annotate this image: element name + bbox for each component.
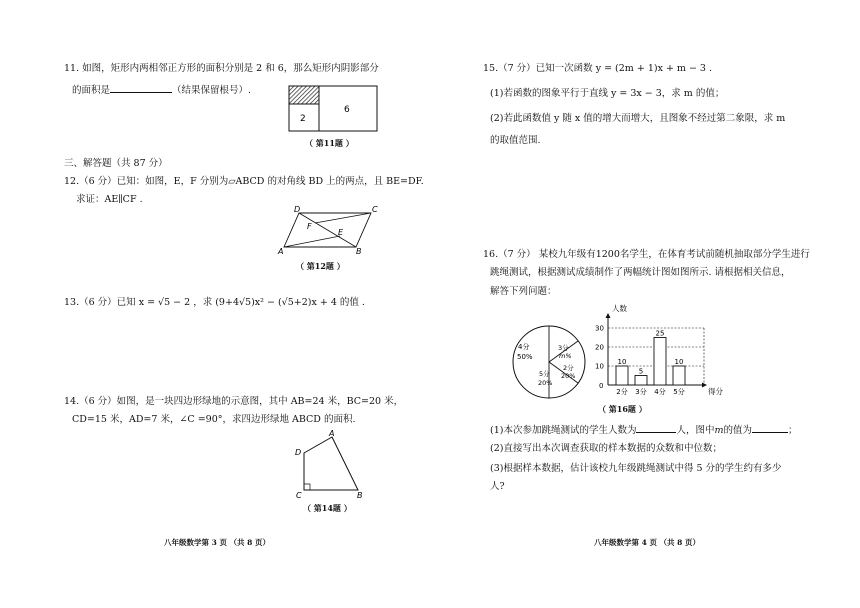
q14-quadrilateral: [304, 437, 358, 490]
q12-label-b: B: [356, 247, 362, 255]
q14-line2: CD=15 米，AD=7 米，∠C =90°，求四边形绿地 ABCD 的面积.: [72, 414, 356, 425]
q16-sub3-b: 人?: [490, 481, 505, 492]
bar-category-label-3分: 3分: [635, 388, 647, 396]
q11-label-big: 6: [344, 105, 350, 115]
q16-count-blank[interactable]: [636, 422, 676, 433]
q15-line3: (2)若此函数值 y 随 x 值的增大而增大，且图象不经过第二象限，求 m: [490, 113, 786, 124]
q14-caption: （ 第14题 ）: [303, 503, 352, 513]
q14-line1: 14.（6 分）如图，是一块四边形绿地的示意图，其中 AB=24 米，BC=20 米，: [64, 396, 404, 407]
q16-sub1: [490, 422, 798, 437]
q12-line1: 12.（6 分）已知：如图，E，F 分别为▱ABCD 的对角线 BD 上的两点，且 BE=DF.: [64, 176, 424, 187]
q12-label-f: F: [307, 222, 312, 231]
bar-chart-ytick-10: 10: [595, 362, 604, 371]
q16-pie-chart: [510, 323, 588, 401]
bar-chart-x-arrow: [702, 383, 707, 388]
q16-sub1-a: (1)本次参加跳绳测试的学生人数为: [490, 425, 637, 436]
q11-text-b: （结果保留根号）.: [172, 85, 252, 96]
q11-line2: [72, 82, 251, 97]
pie-slice-4-value: 50%: [517, 353, 533, 361]
q14-label-c: C: [296, 491, 302, 500]
bar-value-label-4分: 25: [655, 329, 665, 338]
q16-sub1-m: m: [714, 425, 724, 436]
q16-sub1-b: 人，图中: [676, 425, 715, 436]
bar-value-label-2分: 10: [617, 358, 627, 366]
q13-text: 13.（6 分）已知 x = √5 − 2 ，求 (9+4√5)x² − (√5+2)x + 4 的值 .: [64, 297, 365, 308]
q15-line4: 的取值范围.: [490, 135, 541, 146]
q16-m-blank[interactable]: [752, 422, 788, 433]
footer-left: 八年级数学第 3 页 （共 8 页）: [164, 538, 270, 547]
q16-sub3-a: (3)根据样本数据，估计该校九年级跳绳测试中得 5 分的学生约有多少: [490, 463, 782, 474]
q11-label-small: 2: [300, 114, 306, 124]
q14-figure: [292, 428, 368, 500]
bar-chart-ytick-20: 20: [595, 343, 604, 352]
q15-line2: (1)若函数的图象平行于直线 y = 3x − 3，求 m 的值；: [490, 88, 725, 99]
q12-label-d: D: [294, 205, 301, 214]
pie-slice-3-label: 3分: [558, 344, 569, 352]
bar-chart-xlabel: 得分: [708, 387, 723, 396]
q12-label-c: C: [372, 205, 378, 214]
q11-shaded-region: [289, 86, 319, 104]
q11-line1: 11. 如图，矩形内两相邻正方形的面积分别是 2 和 6，那么矩形内阴影部分: [64, 63, 379, 74]
bar-category-label-4分: 4分: [654, 388, 666, 396]
q16-sub1-c: 的值为: [723, 425, 753, 436]
q15-line1: 15.（7 分）已知一次函数 y = (2m + 1)x + m − 3 .: [483, 63, 713, 74]
q12-caption: （ 第12题 ）: [296, 261, 345, 271]
q12-figure: [276, 205, 384, 255]
pie-slice-3-value: m%: [559, 352, 572, 360]
q11-answer-blank[interactable]: [110, 82, 172, 93]
bar-category-label-5分: 5分: [673, 388, 685, 396]
bar-4分: [654, 338, 666, 386]
q12-label-e: E: [338, 228, 344, 237]
q14-label-a: A: [329, 429, 335, 438]
bar-category-label-2分: 2分: [616, 388, 628, 396]
q14-label-d: D: [295, 448, 302, 457]
footer-right: 八年级数学第 4 页 （共 8 页）: [594, 538, 700, 547]
pie-slice-5-label: 5分: [539, 370, 550, 378]
section-3-heading: 三、解答题（共 87 分）: [64, 158, 168, 169]
q16-bar-chart: [590, 300, 725, 400]
bar-2分: [616, 366, 628, 385]
pie-slice-4-label: 4分: [518, 343, 530, 351]
bar-3分: [635, 376, 647, 386]
pie-slice-2-value: 20%: [561, 372, 576, 380]
bar-value-label-3分: 5: [638, 367, 644, 376]
bar-chart-y-arrow: [606, 313, 611, 318]
bar-chart-ylabel: 人数: [612, 304, 627, 313]
bar-5分: [673, 366, 685, 385]
q16-caption: （ 第16题 ）: [598, 404, 647, 414]
q11-caption: （ 第11题 ）: [305, 138, 354, 148]
q12-segment-cf: [315, 213, 371, 223]
q16-sub1-d: ；: [788, 425, 798, 436]
pie-slice-5-value: 20%: [538, 379, 553, 387]
q16-line1: 16.（7 分） 某校九年级有1200名学生，在体育考试前随机抽取部分学生进行: [483, 249, 810, 260]
q14-right-angle-mark: [304, 484, 310, 490]
q11-figure: [287, 84, 379, 136]
bar-chart-origin-label: 0: [599, 382, 604, 390]
bar-value-label-5分: 10: [674, 358, 684, 366]
q11-text-a: 的面积是: [72, 85, 111, 96]
q12-label-a: A: [278, 247, 284, 255]
q14-label-b: B: [357, 491, 363, 500]
q16-line3: 解答下列问题：: [490, 286, 557, 297]
q16-sub2: (2)直接写出本次调查获取的样本数据的众数和中位数；: [490, 443, 722, 454]
q16-line2: 跳绳测试，根据测试成绩制作了两幅统计图如图所示. 请根据相关信息，: [490, 267, 791, 278]
q12-segment-ae: [284, 236, 340, 247]
q12-line2: 求证：AE∥CF .: [76, 194, 143, 205]
bar-chart-ytick-30: 30: [595, 324, 604, 333]
pie-slice-2-label: 2分: [563, 364, 574, 372]
